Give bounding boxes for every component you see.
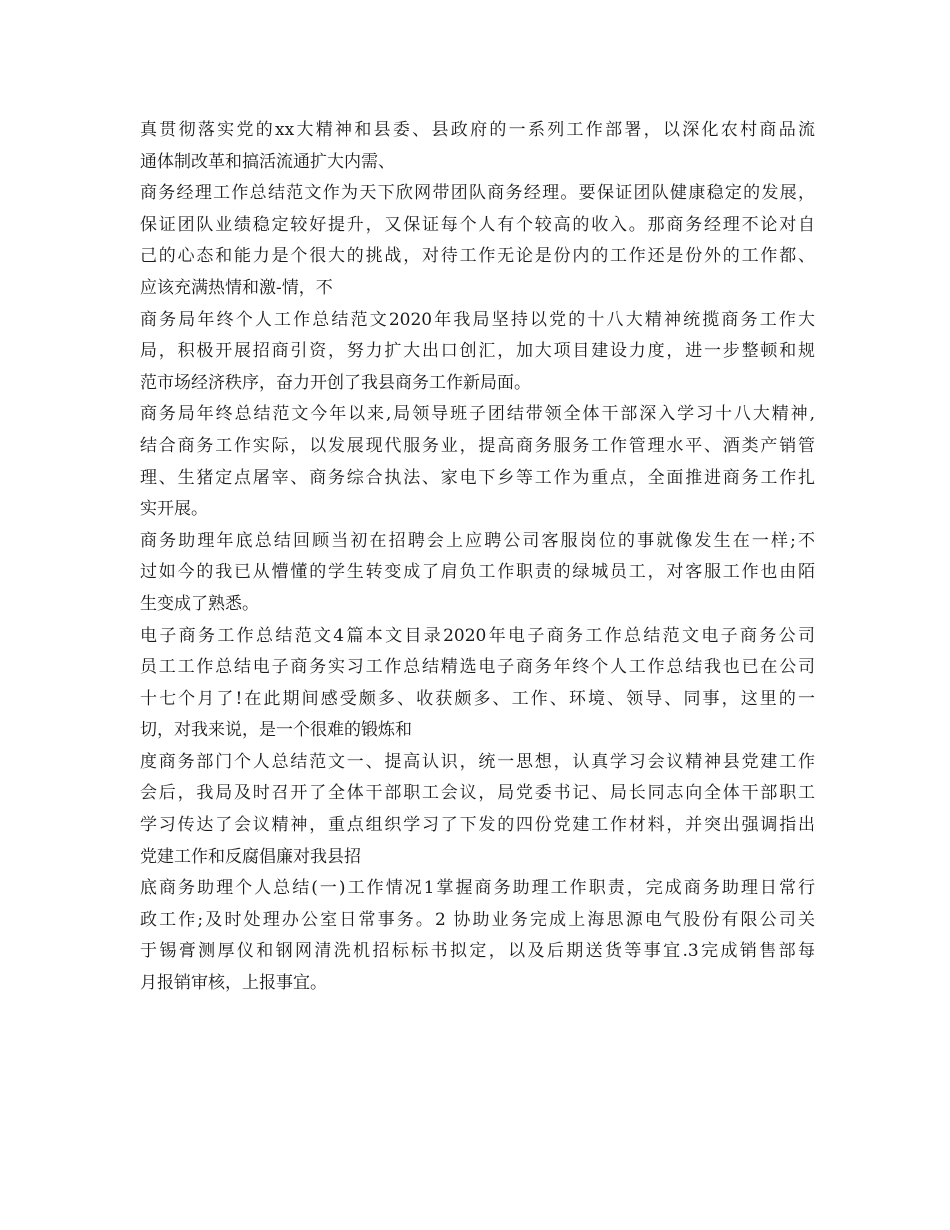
text-line: 月报销审核，上报事宜。 xyxy=(140,973,327,994)
text-line: 商务局年终个人工作总结范文2020年我局坚持以党的十八大精神统揽商务工作大 xyxy=(140,309,815,330)
paragraph xyxy=(140,178,815,304)
text-line: 真贯彻落实党的xx大精神和县委、县政府的一系列工作部署，以深化农村商品流 xyxy=(140,120,815,140)
paragraph xyxy=(140,526,815,621)
text-line: 商务助理年底总结回顾当初在招聘会上应聘公司客服岗位的事就像发生在一样;不 xyxy=(140,530,815,551)
text-line: 生变成了熟悉。 xyxy=(140,593,259,614)
text-line: 电子商务工作总结范文4篇本文目录2020年电子商务工作总结范文电子商务公司 xyxy=(140,625,815,646)
document-body xyxy=(140,115,815,1000)
text-line: 结合商务工作实际，以发展现代服务业，提高商务服务工作管理水平、酒类产销管 xyxy=(140,435,815,456)
text-line: 底商务助理个人总结(一)工作情况1掌握商务助理工作职责，完成商务助理日常行 xyxy=(140,878,815,899)
text-line: 政工作;及时处理办公室日常事务。2 协助业务完成上海思源电气股份有限公司关 xyxy=(140,909,815,930)
text-line: 党建工作和反腐倡廉对我县招 xyxy=(140,846,361,867)
paragraph xyxy=(140,747,815,873)
paragraph xyxy=(140,399,815,525)
text-line: 商务局年终总结范文今年以来,局领导班子团结带领全体干部深入学习十八大精神, xyxy=(140,404,815,425)
paragraph xyxy=(140,621,815,747)
text-line: 范市场经济秩序，奋力开创了我县商务工作新局面。 xyxy=(140,372,531,393)
text-line: 切，对我来说，是一个很难的锻炼和 xyxy=(140,720,412,741)
text-line: 员工工作总结电子商务实习工作总结精选电子商务年终个人工作总结我也已在公司 xyxy=(140,657,815,678)
text-line: 实开展。 xyxy=(140,499,208,520)
text-line: 应该充满热情和激-情，不 xyxy=(140,277,333,298)
text-line: 保证团队业绩稳定较好提升，又保证每个人有个较高的收入。那商务经理不论对自 xyxy=(140,214,815,235)
paragraph xyxy=(140,305,815,400)
text-line: 理、生猪定点屠宰、商务综合执法、家电下乡等工作为重点，全面推进商务工作扎 xyxy=(140,467,815,488)
text-line: 通体制改革和搞活流通扩大内需、 xyxy=(140,151,395,172)
text-line: 商务经理工作总结范文作为天下欣网带团队商务经理。要保证团队健康稳定的发展， xyxy=(140,183,815,204)
text-line: 十七个月了!在此期间感受颇多、收获颇多、工作、环境、领导、同事，这里的一 xyxy=(140,688,815,709)
text-line: 度商务部门个人总结范文一、提高认识，统一思想，认真学习会议精神县党建工作 xyxy=(140,751,815,772)
text-line: 学习传达了会议精神，重点组织学习了下发的四份党建工作材料，并突出强调指出 xyxy=(140,815,815,836)
text-line: 会后，我局及时召开了全体干部职工会议，局党委书记、局长同志向全体干部职工 xyxy=(140,783,815,804)
text-line: 过如今的我已从懵懂的学生转变成了肩负工作职责的绿城员工，对客服工作也由陌 xyxy=(140,562,815,583)
paragraph xyxy=(140,115,815,178)
text-line: 于锡膏测厚仪和钢网清洗机招标标书拟定，以及后期送货等事宜.3完成销售部每 xyxy=(140,941,815,962)
paragraph xyxy=(140,873,815,999)
text-line: 局，积极开展招商引资，努力扩大出口创汇，加大项目建设力度，进一步整顿和规 xyxy=(140,341,815,362)
text-line: 己的心态和能力是个很大的挑战，对待工作无论是份内的工作还是份外的工作都、 xyxy=(140,246,815,267)
